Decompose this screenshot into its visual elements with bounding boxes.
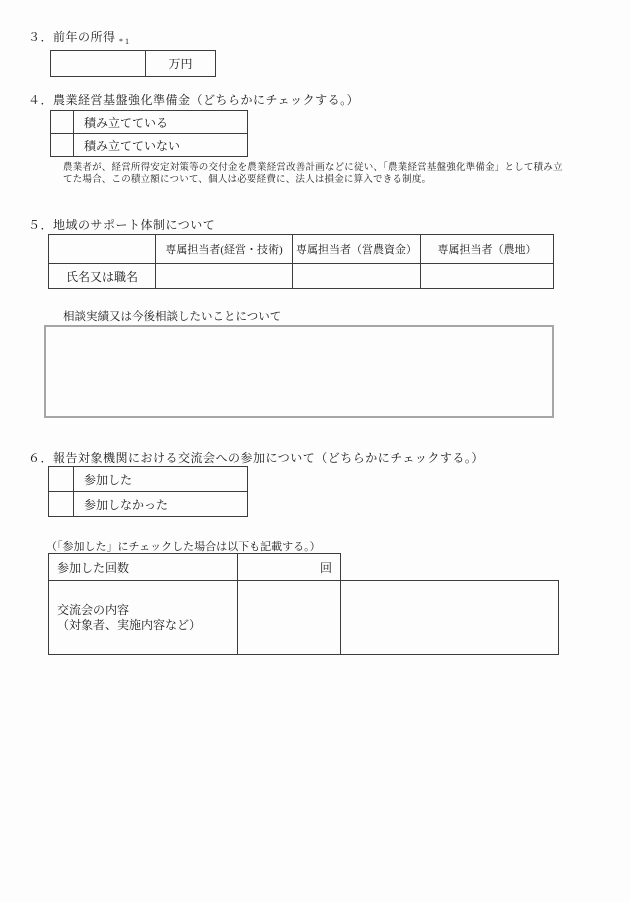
column-header-management: 専属担当者(経営・技術)	[156, 235, 293, 264]
consult-textarea[interactable]	[44, 325, 554, 418]
reserve-fund-note: 農業者が、経営所得安定対策等の交付金を農業経営改善計画などに従い、「農業経営基盤強化準備金」として積み立てた場合、この積立額について、個人は必要経費に、法人は損金に算入できる制度。	[63, 163, 563, 185]
participation-caption: （「参加した」にチェックした場合は以下も記載する。）	[46, 541, 321, 553]
corner-empty-cell	[49, 235, 156, 264]
count-label-cell: 参加した回数	[48, 553, 238, 581]
detail-label-line2: （対象者、実施内容など）	[57, 617, 202, 632]
section5-heading: ５．地域のサポート体制について	[28, 218, 216, 232]
income-amount-field[interactable]	[51, 51, 146, 77]
staff-name-field-funding[interactable]	[293, 264, 421, 289]
support-staff-table	[48, 234, 554, 289]
checkbox-cell-not-reserving[interactable]	[51, 134, 74, 157]
table-row	[49, 492, 248, 517]
staff-name-field-management[interactable]	[156, 264, 293, 289]
exchange-meeting-table	[48, 553, 560, 655]
checkbox-cell-participated[interactable]	[49, 467, 74, 492]
row-header-name: 氏名又は職名	[49, 264, 156, 289]
column-header-farmland: 専属担当者（農地）	[421, 235, 554, 264]
table-row	[49, 264, 554, 289]
table-row	[49, 467, 248, 492]
option-label-not-participated: 参加しなかった	[74, 492, 248, 517]
table-row	[51, 134, 248, 157]
section3-heading-text: ３．前年の所得	[28, 30, 116, 44]
detail-value-cell[interactable]	[237, 580, 341, 655]
detail-extra-cell[interactable]	[340, 580, 559, 655]
count-unit-label: 回	[319, 560, 332, 575]
option-label-participated: 参加した	[74, 467, 248, 492]
detail-label-line1: 交流会の内容	[57, 602, 130, 617]
detail-label-cell	[48, 580, 238, 655]
option-label-reserving: 積み立てている	[74, 111, 248, 134]
consult-label: 相談実績又は今後相談したいことについて	[63, 311, 282, 323]
participation-table	[48, 466, 248, 517]
table-header-row	[49, 235, 554, 264]
checkbox-cell-reserving[interactable]	[51, 111, 74, 134]
option-label-not-reserving: 積み立てていない	[74, 134, 248, 157]
count-value-cell[interactable]	[237, 553, 341, 581]
footnote-ref: *1	[119, 37, 132, 46]
staff-name-field-farmland[interactable]	[421, 264, 554, 289]
column-header-funding: 専属担当者（営農資金）	[293, 235, 421, 264]
income-table	[50, 50, 216, 77]
table-row	[51, 111, 248, 134]
income-unit-label: 万円	[146, 51, 216, 77]
section4-heading: ４．農業経営基盤強化準備金（どちらかにチェックする。）	[28, 93, 360, 107]
table-row	[51, 51, 216, 77]
checkbox-cell-not-participated[interactable]	[49, 492, 74, 517]
section3-heading	[28, 28, 131, 46]
section6-heading: ６．報告対象機関における交流会への参加について（どちらかにチェックする。）	[28, 451, 484, 465]
reserve-fund-table	[50, 110, 248, 157]
